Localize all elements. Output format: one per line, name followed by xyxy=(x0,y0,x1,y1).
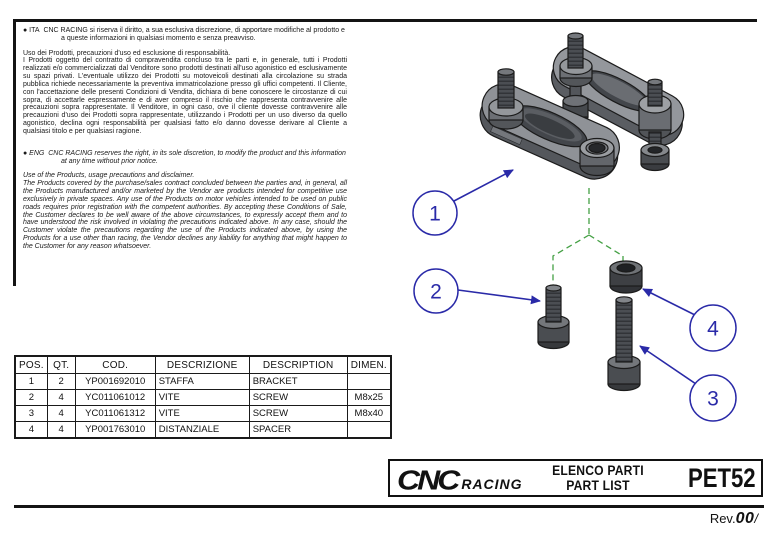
table-row xyxy=(15,406,391,422)
part-list-title xyxy=(530,463,665,493)
arrow-to-bracket xyxy=(454,170,513,201)
cell-pos: 2 xyxy=(15,390,47,406)
cell-descrizione: DISTANZIALE xyxy=(155,422,249,439)
table-row xyxy=(15,374,391,390)
eng-notice-text: CNC RACING reserves the right, in its sole discretion, to modify the product and this information at any time without prior notice. xyxy=(48,149,346,165)
logo-racing-text: RACING xyxy=(461,476,523,492)
cell-pos: 4 xyxy=(15,422,47,439)
cell-cod: YP001692010 xyxy=(75,374,155,390)
col-qt: QT. xyxy=(47,356,75,374)
revision-line xyxy=(640,510,758,528)
table-row xyxy=(15,390,391,406)
cell-pos: 1 xyxy=(15,374,47,390)
callout-3 xyxy=(690,375,736,421)
cell-pos: 3 xyxy=(15,406,47,422)
page-border-left xyxy=(13,19,16,286)
arrow-to-long-screw xyxy=(640,346,696,384)
title-block xyxy=(388,459,763,497)
screw-m8x25 xyxy=(538,285,569,349)
exploded-assembly-diagram xyxy=(390,22,775,447)
cell-dimen: M8x40 xyxy=(347,406,391,422)
cnc-racing-logo xyxy=(390,462,523,494)
parts-table xyxy=(14,355,392,439)
callout-4 xyxy=(690,305,736,351)
screw-m8x40 xyxy=(608,297,640,391)
col-description: DESCRIPTION xyxy=(249,356,347,374)
cell-cod: YP001763010 xyxy=(75,422,155,439)
cell-cod: YC011061012 xyxy=(75,390,155,406)
cell-qt: 4 xyxy=(47,390,75,406)
cell-dimen: M8x25 xyxy=(347,390,391,406)
cell-description: BRACKET xyxy=(249,374,347,390)
callout-2 xyxy=(414,269,458,313)
cell-cod: YC011061312 xyxy=(75,406,155,422)
revision-number: 00 xyxy=(735,510,755,527)
svg-text:3: 3 xyxy=(707,387,719,411)
page-border-bottom xyxy=(14,505,764,508)
cell-qt: 2 xyxy=(47,374,75,390)
spacer-part xyxy=(610,261,642,293)
ita-notice-text: CNC RACING si riserva il diritto, a sua esclusiva discrezione, di apportare modifiche al prodotto e a queste informazioni in qualsiasi momento e senza preavviso. xyxy=(43,27,345,42)
disclaimer-block xyxy=(23,27,347,251)
eng-usage-heading: Use of the Products, usage precautions and disclaimer. xyxy=(23,172,195,180)
cell-descrizione: STAFFA xyxy=(155,374,249,390)
cell-descrizione: VITE xyxy=(155,406,249,422)
product-code: PET52 xyxy=(688,462,757,493)
cell-dimen xyxy=(347,374,391,390)
cell-description: SCREW xyxy=(249,390,347,406)
svg-text:1: 1 xyxy=(429,202,441,226)
svg-text:2: 2 xyxy=(430,280,442,304)
col-cod: COD. xyxy=(75,356,155,374)
cell-dimen xyxy=(347,422,391,439)
part-list-title-ita: ELENCO PARTI xyxy=(551,462,644,478)
ita-notice xyxy=(23,27,347,43)
col-descrizione: DESCRIZIONE xyxy=(155,356,249,374)
callout-1 xyxy=(413,191,457,235)
parts-table-header-row xyxy=(15,356,391,374)
col-dimen: DIMEN. xyxy=(347,356,391,374)
cell-qt: 4 xyxy=(47,422,75,439)
eng-notice xyxy=(23,150,347,166)
eng-bullet-tag: ● ENG xyxy=(23,149,45,157)
cell-qt: 4 xyxy=(47,406,75,422)
cell-description: SPACER xyxy=(249,422,347,439)
col-pos: POS. xyxy=(15,356,47,374)
cell-description: SCREW xyxy=(249,406,347,422)
svg-text:4: 4 xyxy=(707,317,719,341)
ita-usage-heading: Uso dei Prodotti, precauzioni d'uso ed esclusione di responsabilità. xyxy=(23,49,231,57)
revision-suffix: / xyxy=(754,511,758,526)
cell-descrizione: VITE xyxy=(155,390,249,406)
callout-arrows xyxy=(454,170,696,384)
revision-label: Rev. xyxy=(709,511,736,526)
arrow-to-short-screw xyxy=(458,290,540,301)
eng-usage-body: The Products covered by the purchase/sales contract concluded between the parties and, in general, all the Products manufactured and/or marketed by the Vendor are products intended for competitive use exclusively in private spaces. Any use of the Products on motor vehicles intended to be used on public roads requires prior registration with the competent authorities. By accepting these Conditions of Sale, the Customer declares to be well aware of the above circumstances, to expressly accept them and to have understood the risk involved in violating the precautions indicated above. In any case, should the Customer violate the precautions regarding the use of the Products indicated above, by using the Products for a use other than racing, the Vendor declines any liability for anything that might happen to the Customer for any reason whatsoever. xyxy=(23,180,347,250)
part-list-title-eng: PART LIST xyxy=(565,478,630,493)
arrow-to-spacer xyxy=(643,289,695,315)
logo-cnc-text: CNC xyxy=(397,464,458,496)
table-row xyxy=(15,422,391,439)
ita-usage-body: I Prodotti oggetto del contratto di compravendita concluso tra le parti e, in generale, tutti i Prodotti realizzati e/o commercializzati dal Venditore sono prodotti destinati all'uso agonistico ed esclusivamente su spazi privati. L'eventuale utilizzo dei Prodotti su motoveicoli destinati alla circolazione su strada pubblica richiede necessariamente la preventiva immatricolazione presso gli uffici competenti. Il Cliente, con l'accettazione delle presenti Condizioni di Vendita, dichiara di bene conoscere le circostanze di cui sopra, di accettarle espressamente e di aver compreso il rischio che rappresenta contravvenire alle precauzioni sopra rappresentate. Il Venditore, in ogni caso, ove il cliente dovesse contravvenire alle precauzioni d'uso dei Prodotti sopra rappresentate, utilizzando i Prodotti per un uso diverso da quello agonistico, declina ogni responsabilità per qualsiasi fatto e/o danno dovesse derivare al Cliente a qualsiasi titolo e per qualsiasi ragione. xyxy=(23,57,347,135)
ita-bullet-tag: ● ITA xyxy=(23,27,40,34)
